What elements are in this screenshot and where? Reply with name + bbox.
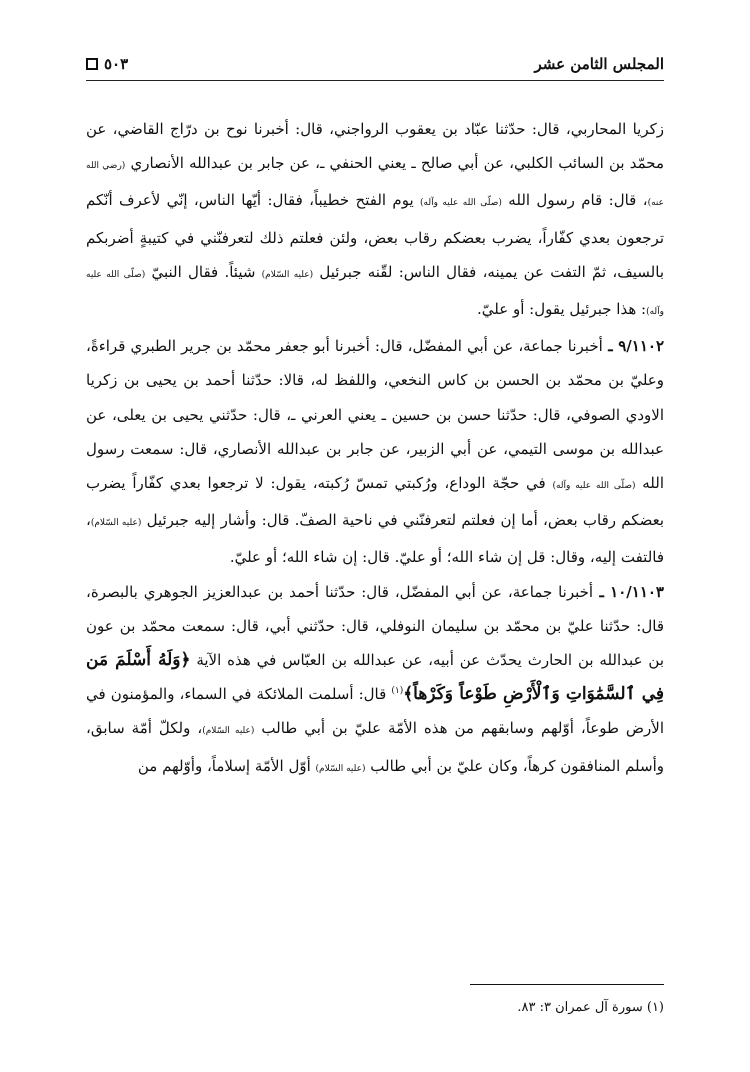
text-segment: : هذا جبرئيل يقول: أو عليّ.	[477, 300, 647, 319]
text-segment: أوّل الأمّة إسلاماً، وأوّلهم من	[137, 756, 316, 775]
page-number-value: ٥٠٣	[104, 55, 129, 73]
main-text	[86, 112, 664, 786]
honorific: (عليه السّلام)	[315, 763, 366, 774]
footnote-divider	[470, 984, 664, 985]
text-segment: يوم الفتح خطيباً، فقال: أيّها الناس، إنّي لأعرف أنّكم ترجعون بعدي كفّاراً، يضرب بعضكم رقاب بعض، ولئن فعلتم ذلك لتعرفنّني في كتيبةٍ أضربكم بالسيف، ثمّ التفت عن يمينه، فقال الناس: لقّنه جبرئيل	[86, 191, 665, 281]
paragraph-1	[86, 112, 664, 329]
honorific: (عليه السّلام)	[202, 726, 255, 737]
hadith-number: ٩/١١٠٢ ـ	[602, 337, 664, 356]
text-segment: أخبرنا جماعة، عن أبي المفضّل، قال: حدّثنا أحمد بن عبدالعزيز الجوهري بالبصرة، قال: حدّثنا عليّ بن محمّد بن سليمان النوفلي، قال: حدّثني أبي، قال: سمعت محمّد بن عون بن عبدالله بن الحارث يحدّث عن أبيه، عن عبدالله بن العبّاس في هذه الآية	[86, 582, 664, 670]
paragraph-2	[86, 329, 664, 574]
footnote: (١) سورة آل عمران ٣: ٨٣.	[517, 1000, 664, 1015]
text-segment: قال: أسلمت الملائكة في السماء، والمؤمنون في الأرض طوعاً، أوّلهم وسابقهم من هذه الأمّة عليّ بن أبي طالب	[86, 685, 664, 738]
footnote-ref: (١)	[391, 686, 404, 697]
text-segment: أخبرنا جماعة، عن أبي المفضّل، قال: أخبرنا أبو جعفر محمّد بن جرير الطبري قراءةً، وعليّ بن محمّد بن الحسن بن كاس النخعي، واللفظ له، قالا: حدّثنا أحمد بن يحيى بن زكريا الاودي الصوفي، قال: حدّثنا حسن بن حسين ـ يعني العرني ـ، قال: حدّثني يحيى بن يعلى، عن عبدالله بن موسى التيمي، عن أبي الزبير، عن جابر بن عبدالله الأنصاري، قال: سمعت رسول الله	[86, 337, 664, 493]
page-number	[86, 55, 128, 73]
honorific: (صلّى الله عليه وآله)	[420, 198, 502, 209]
page-number-box-icon	[86, 58, 98, 70]
honorific: (صلّى الله عليه وآله)	[86, 269, 664, 318]
text-segment: في حجّة الوداع، ورُكبتي تمسّ رُكبته، يقول: لا ترجعوا بعدي كفّاراً يضرب بعضكم رقاب بعض، أما إن فعلتم لتعرفنّني في ناحية الصفّ. قال: وأشار إليه جبرئيل	[86, 474, 664, 530]
honorific: (عليه السّلام)	[90, 518, 142, 529]
text-segment: ، ولكلّ أمّة سابق، وأسلم المنافقون كرهاً، وكان عليّ بن أبي طالب	[86, 719, 664, 775]
text-segment: ، فالتفت إليه، وقال: قل إن شاء الله؛ أو عليّ. قال: إن شاء الله؛ أو عليّ.	[86, 511, 664, 567]
text-segment: زكريا المحاربي، قال: حدّثنا عبّاد بن يعقوب الرواجني، قال: أخبرنا نوح بن درّاج القاضي، عن محمّد بن السائب الكلبي، عن أبي صالح ـ يعني الحنفي ـ، عن جابر بن عبدالله الأنصاري	[86, 120, 664, 173]
text-segment: شيئاً. فقال النبيّ	[145, 262, 262, 281]
page-header	[86, 50, 664, 78]
hadith-number: ١٠/١١٠٣ ـ	[593, 582, 664, 601]
paragraph-3	[86, 575, 664, 786]
text-segment: ، قال: قام رسول الله	[501, 191, 648, 210]
header-divider	[86, 80, 664, 81]
honorific: (رضي الله عنه)	[86, 161, 665, 209]
quran-verse: ﴿وَلَهُ أَسْلَمَ مَن فِي ٱلسَّمَٰوَاتِ وَٱلْأَرْضِ طَوْعاً وَكَرْهاً﴾	[86, 650, 664, 705]
honorific: (صلّى الله عليه وآله)	[552, 481, 636, 492]
honorific: (عليه السّلام)	[261, 269, 314, 280]
chapter-title: المجلس الثامن عشر	[534, 55, 664, 73]
